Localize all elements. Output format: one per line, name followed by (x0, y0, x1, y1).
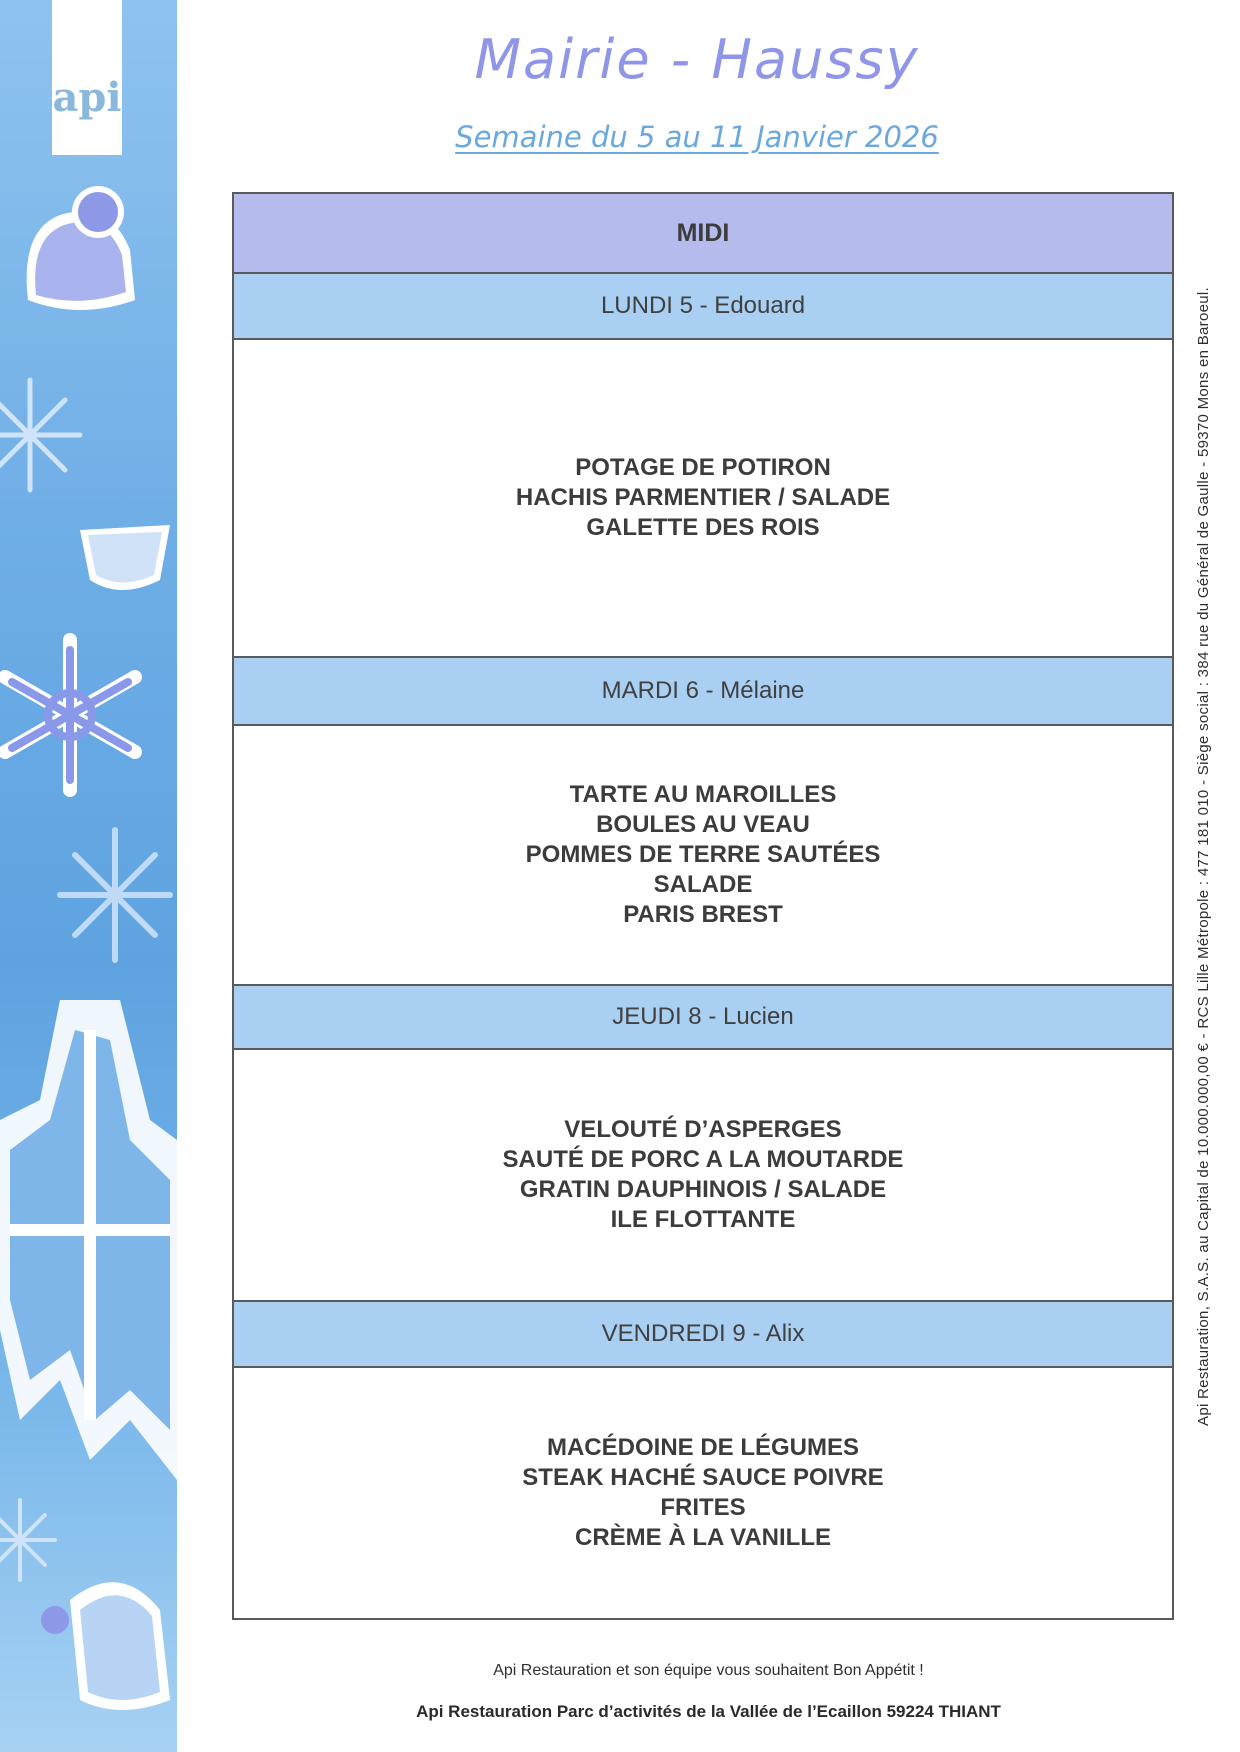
snowflake-icon (0, 1500, 55, 1580)
dish-item: CRÈME À LA VANILLE (575, 1524, 831, 1551)
dish-item: TARTE AU MAROILLES (569, 781, 837, 808)
dish-item: VELOUTÉ D’ASPERGES (564, 1116, 842, 1143)
footer-address: Api Restauration Parc d’activités de la Vallée de l’Ecaillon 59224 THIANT (416, 1702, 1001, 1721)
service-header: MIDI (234, 194, 1172, 274)
legal-notice (1186, 222, 1220, 1490)
legal-notice-text: Api Restauration, S.A.S. au Capital de 10.000.000,00 € - RCS Lille Métropole : 477 181 010 - Siège social : 384 rue du Général de Gaulle - 59370 Mons en Baroeul. (1194, 286, 1212, 1426)
dish-item: POTAGE DE POTIRON (575, 454, 831, 481)
dish-item: BOULES AU VEAU (596, 811, 810, 838)
menu-table (232, 192, 1174, 1620)
api-logo (52, 0, 122, 155)
snowflake-icon (0, 1000, 177, 1480)
week-subtitle: Semaine du 5 au 11 Janvier 2026 (455, 120, 939, 154)
day-header-monday: LUNDI 5 - Edouard (234, 274, 1172, 340)
winter-hat-icon (27, 186, 135, 310)
day-header-friday: VENDREDI 9 - Alix (234, 1302, 1172, 1368)
dish-item: FRITES (660, 1494, 746, 1521)
dish-item: SAUTÉ DE PORC A LA MOUTARDE (502, 1146, 904, 1173)
dish-item: MACÉDOINE DE LÉGUMES (546, 1434, 860, 1461)
mitten-icon (41, 1582, 170, 1710)
page-title: Mairie - Haussy (474, 28, 920, 91)
dish-item: ILE FLOTTANTE (610, 1206, 796, 1233)
footer-greeting: Api Restauration et son équipe vous souhaitent Bon Appétit ! (493, 1662, 924, 1679)
dish-item: GRATIN DAUPHINOIS / SALADE (519, 1176, 887, 1203)
cup-icon (80, 525, 170, 590)
dishes-monday (234, 340, 1172, 658)
snowflake-icon (0, 380, 80, 490)
dish-item: GALETTE DES ROIS (586, 514, 820, 541)
day-header-thursday: JEUDI 8 - Lucien (234, 986, 1172, 1050)
snowflake-icon (60, 830, 170, 960)
day-header-tuesday: MARDI 6 - Mélaine (234, 658, 1172, 726)
dishes-thursday (234, 1050, 1172, 1302)
decorative-side-band (0, 0, 177, 1752)
dish-item: PARIS BREST (623, 901, 783, 928)
dishes-friday (234, 1368, 1172, 1618)
dishes-tuesday (234, 726, 1172, 986)
dish-item: SALADE (653, 871, 753, 898)
winter-decor (0, 0, 177, 1752)
dish-item: STEAK HACHÉ SAUCE POIVRE (522, 1464, 884, 1491)
dish-item: HACHIS PARMENTIER / SALADE (515, 484, 891, 511)
logo-text: api (52, 74, 122, 121)
dish-item: POMMES DE TERRE SAUTÉES (525, 841, 881, 868)
